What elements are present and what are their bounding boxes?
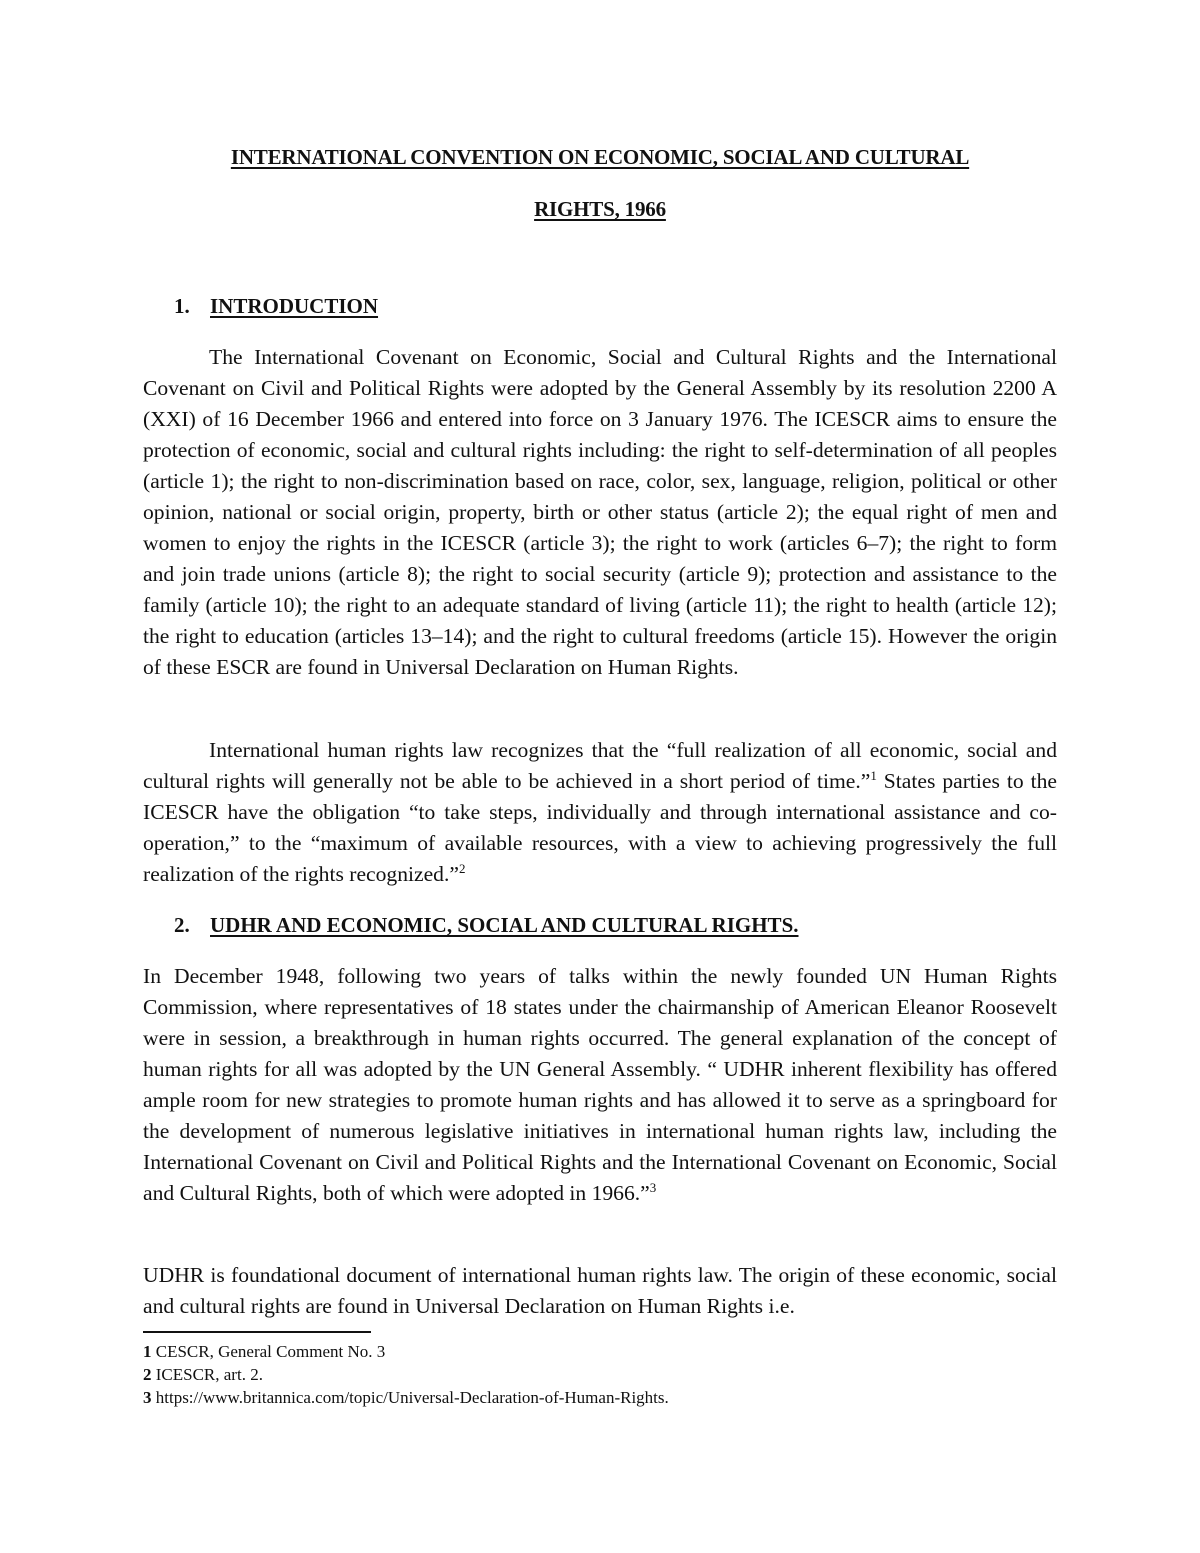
section-title: INTRODUCTION [210,294,379,318]
section-number: 2. [174,913,190,937]
section-heading-introduction [174,294,378,319]
document-title-line-1: INTERNATIONAL CONVENTION ON ECONOMIC, SOCIAL AND CULTURAL [230,145,970,169]
footnote-item [143,1340,1057,1363]
paragraph-text: States parties to the ICESCR have the obligation “to take steps, individually and through international assistance and co-operation,” to the “maximum of available resources, with a view to achieving progressively the full realization of the rights recognized.” [143,769,1057,886]
intro-paragraph-2 [143,735,1057,890]
footnote-link[interactable]: https://www.britannica.com/topic/Universal-Declaration-of-Human-Rights. [151,1388,669,1407]
intro-paragraph-1: The International Covenant on Economic, Social and Cultural Rights and the International Covenant on Civil and Political Rights were adopted by the General Assembly by its resolution 2200 A (XXI) of 16 December 1966 and entered into force on 3 January 1976. The ICESCR aims to ensure the protection of economic, social and cultural rights including: the right to self-determination of all peoples (article 1); the right to non-discrimination based on race, color, sex, language, religion, political or other opinion, national or social origin, property, birth or other status (article 2); the equal right of men and women to enjoy the rights in the ICESCR (article 3); the right to work (articles 6–7); the right to form and join trade unions (article 8); the right to social security (article 9); protection and assistance to the family (article 10); the right to an adequate standard of living (article 11); the right to health (article 12); the right to education (articles 13–14); and the right to cultural freedoms (article 15). However the origin of these ESCR are found in Universal Declaration on Human Rights. [143,345,1057,679]
udhr-paragraph-1 [143,961,1057,1209]
section-number: 1. [174,294,190,318]
section-heading-udhr [174,913,799,938]
footnote-text: CESCR, General Comment No. 3 [151,1342,386,1361]
section-title: UDHR AND ECONOMIC, SOCIAL AND CULTURAL RIGHTS. [210,913,799,937]
footnote-separator [143,1331,371,1333]
footnote-number: 2 [143,1365,152,1384]
footnote-text: ICESCR, art. 2. [151,1365,263,1384]
udhr-paragraph-2: UDHR is foundational document of international human rights law. The origin of these economic, social and cultural rights are found in Universal Declaration on Human Rights i.e. [143,1263,1057,1318]
footnotes [143,1340,1057,1409]
footnote-item [143,1363,1057,1386]
document-title-line-2: RIGHTS, 1966 [534,197,666,221]
footnote-ref: 1 [870,768,877,783]
paragraph-text: International human rights law recognizes that the “full realization of all economic, social and cultural rights will generally not be able to be achieved in a short period of time.” [143,738,1057,793]
footnote-item [143,1386,1057,1409]
footnote-number: 3 [143,1388,152,1407]
footnote-number: 1 [143,1342,152,1361]
footnote-ref: 3 [649,1180,657,1195]
paragraph-text: In December 1948, following two years of talks within the newly founded UN Human Rights Commission, where representatives of 18 states under the chairmanship of American Eleanor Roosevelt were in session, a breakthrough in human rights occurred. The general explanation of the concept of human rights for all was adopted by the UN General Assembly. “ UDHR inherent flexibility has offered ample room for new strategies to promote human rights and has allowed it to serve as a springboard for the development of numerous legislative initiatives in international human rights law, including the International Covenant on Civil and Political Rights and the International Covenant on Economic, Social and Cultural Rights, both of which were adopted in 1966.” [143,964,1057,1205]
footnote-ref: 2 [458,861,466,876]
